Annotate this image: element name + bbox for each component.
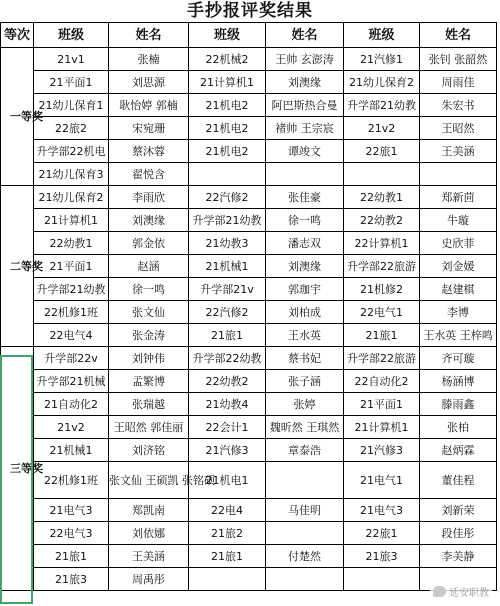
student-name-cell: 赵炳霖 [420,439,497,462]
class-cell: 21机修2 [344,278,420,301]
student-name-cell: 孟繁博 [109,370,189,393]
student-name-cell: 马佳明 [266,499,344,522]
student-name-cell: 张文仙 [109,301,189,324]
second-prize-label-text: 二等奖 [10,259,43,273]
class-cell: 21幼儿保育2 [34,186,109,209]
class-cell: 升学部21v [189,278,266,301]
class-cell: 21v2 [344,117,420,140]
first-prize-row [1,117,497,140]
student-name-cell [266,163,344,186]
student-name-cell: 张瑞越 [109,393,189,416]
class-cell: 21计算机1 [189,71,266,94]
student-name-cell: 褚帅 王宗宸 [266,117,344,140]
student-name-cell: 阿巴斯热合曼 [266,94,344,117]
student-name-cell: 赵建棋 [420,278,497,301]
class-cell: 21机电2 [189,117,266,140]
class-cell: 22机修1班 [34,462,109,499]
page-title: 手抄报评奖结果 [187,1,313,21]
class-cell: 21机械1 [34,439,109,462]
student-name-cell: 刘澳缘 [266,255,344,278]
class-cell: 21计算机1 [34,209,109,232]
class-cell: 升学部21幼教 [34,278,109,301]
class-cell: 21机电2 [189,140,266,163]
class-cell: 21平面1 [34,255,109,278]
student-name-cell: 李博 [420,301,497,324]
student-name-cell: 张佳豪 [266,186,344,209]
student-name-cell [420,163,497,186]
watermark-text: 延安职教 [449,588,489,599]
class-cell: 22自动化2 [344,370,420,393]
class-cell: 21机械1 [189,255,266,278]
student-name-cell: 潘志双 [266,232,344,255]
student-name-cell: 滕雨鑫 [420,393,497,416]
class-cell: 21汽修1 [344,48,420,71]
student-name-cell: 段佳彤 [420,522,497,545]
class-cell: 升学部22旅游 [344,255,420,278]
class-cell: 21幼儿保育2 [344,71,420,94]
student-name-cell: 蔡沐蓉 [109,140,189,163]
student-name-cell: 董佳程 [420,462,497,499]
second-prize-label [1,186,43,347]
class-cell: 21计算机1 [344,416,420,439]
class-cell: 22会计1 [189,416,266,439]
class-cell: 21幼教4 [189,393,266,416]
header-name: 姓名 [266,23,344,48]
first-prize-label-text: 一等奖 [10,110,43,123]
student-name-cell: 李美静 [420,545,497,568]
student-name-cell: 张婷 [266,393,344,416]
student-name-cell: 郭珈宇 [266,278,344,301]
student-name-cell: 史欣菲 [420,232,497,255]
class-cell: 21旅3 [344,545,420,568]
class-cell: 22电气3 [34,522,109,545]
header-class: 班级 [189,23,266,48]
class-cell: 升学部21幼教 [189,209,266,232]
first-prize-label [1,48,43,186]
student-name-cell: 魏昕然 王琪然 [266,416,344,439]
student-name-cell: 张子涵 [266,370,344,393]
class-cell: 22计算机1 [344,232,420,255]
class-cell: 21汽修3 [344,439,420,462]
third-prize-row [1,439,497,462]
header-class: 班级 [344,23,420,48]
class-cell: 21旅1 [344,324,420,347]
second-prize-row [1,278,497,301]
class-cell: 21幼教3 [189,232,266,255]
class-cell: 22电气1 [344,301,420,324]
class-cell: 21机电1 [189,462,266,499]
student-name-cell: 郭金依 [109,232,189,255]
class-cell: 22幼教1 [34,232,109,255]
student-name-cell: 刘依娜 [109,522,189,545]
student-name-cell: 章泰浩 [266,439,344,462]
second-prize-row [1,324,497,347]
student-name-cell: 刘澳缘 [266,71,344,94]
header-class: 班级 [34,23,109,48]
student-name-cell: 王美涵 [109,545,189,568]
second-prize-row [1,232,497,255]
third-prize-label-text: 三等奖 [10,462,43,475]
student-name-cell: 张文仙 王硕凯 张铭硕 [109,462,189,499]
class-cell: 升学部21幼教 [344,94,420,117]
class-cell: 升学部21机械 [34,370,109,393]
class-cell: 21v1 [34,48,109,71]
student-name-cell: 宋宛珊 [109,117,189,140]
student-name-cell: 刘新荣 [420,499,497,522]
student-name-cell: 张柏 [420,416,497,439]
class-cell: 21旅1 [34,545,109,568]
class-cell: 21电气1 [344,462,420,499]
class-cell: 21v2 [34,416,109,439]
class-cell: 22幼教1 [344,186,420,209]
class-cell: 22汽修2 [189,301,266,324]
class-cell: 22机械2 [189,48,266,71]
second-prize-row [1,186,497,209]
class-cell: 22旅1 [344,140,420,163]
student-name-cell: 刘济铭 [109,439,189,462]
class-cell: 21平面1 [34,71,109,94]
class-cell: 21旅3 [34,568,109,591]
awards-table [0,22,497,591]
header-row [1,23,497,48]
class-cell: 升学部22机电 [34,140,109,163]
student-name-cell: 杨涵博 [420,370,497,393]
header-name: 姓名 [109,23,189,48]
chat-bubble-icon [433,586,446,597]
class-cell: 21平面1 [344,393,420,416]
student-name-cell: 赵涵 [109,255,189,278]
class-cell: 22电4 [189,499,266,522]
class-cell: 22旅1 [344,522,420,545]
class-cell [344,163,420,186]
first-prize-row [1,71,497,94]
student-name-cell: 王水英 王梓鸣 [420,324,497,347]
class-cell: 22旅2 [34,117,109,140]
student-name-cell: 王美涵 [420,140,497,163]
class-cell [189,163,266,186]
student-name-cell: 王帅 玄澎涛 [266,48,344,71]
student-name-cell [266,522,344,545]
third-prize-row [1,545,497,568]
student-name-cell: 刘金媛 [420,255,497,278]
student-name-cell [266,462,344,499]
class-cell: 22机修1班 [34,301,109,324]
student-name-cell: 翟悦含 [109,163,189,186]
class-cell: 22幼教2 [189,370,266,393]
student-name-cell: 刘澳缘 [109,209,189,232]
third-prize-row [1,499,497,522]
student-name-cell: 周雨佳 [420,71,497,94]
student-name-cell: 朱宏书 [420,94,497,117]
student-name-cell: 郑新茴 [420,186,497,209]
third-prize-label [1,347,43,591]
class-cell: 升学部22v [34,347,109,370]
first-prize-row [1,163,497,186]
second-prize-row [1,209,497,232]
student-name-cell: 耿怡婷 郭楠 [109,94,189,117]
class-cell: 21幼儿保育3 [34,163,109,186]
third-prize-row [1,347,497,370]
student-name-cell: 齐可璇 [420,347,497,370]
student-name-cell: 张金涛 [109,324,189,347]
third-prize-row [1,568,497,591]
header-level: 等次 [1,23,34,48]
class-cell [344,568,420,591]
class-cell: 21旅1 [189,324,266,347]
student-name-cell: 王昭然 郭佳丽 [109,416,189,439]
third-prize-row [1,416,497,439]
class-cell: 升学部22幼教 [189,347,266,370]
second-prize-row [1,255,497,278]
student-name-cell: 张楠 [109,48,189,71]
student-name-cell: 刘柏成 [266,301,344,324]
watermark [430,583,492,600]
student-name-cell: 李雨欣 [109,186,189,209]
student-name-cell: 牛璇 [420,209,497,232]
class-cell: 21幼儿保育1 [34,94,109,117]
header-name: 姓名 [420,23,497,48]
class-cell: 21旅2 [189,522,266,545]
class-cell: 22幼教2 [344,209,420,232]
third-prize-row [1,393,497,416]
student-name-cell: 刘钟伟 [109,347,189,370]
student-name-cell: 谭竣文 [266,140,344,163]
student-name-cell: 蔡书妃 [266,347,344,370]
student-name-cell: 郑凯南 [109,499,189,522]
first-prize-row [1,140,497,163]
third-prize-row [1,370,497,393]
class-cell: 21电气3 [34,499,109,522]
class-cell: 21机电2 [189,94,266,117]
student-name-cell: 徐一鸣 [109,278,189,301]
student-name-cell: 周禹彤 [109,568,189,591]
class-cell: 22汽修2 [189,186,266,209]
student-name-cell: 王昭然 [420,117,497,140]
third-prize-row [1,462,497,499]
class-cell [189,568,266,591]
student-name-cell: 徐一鸣 [266,209,344,232]
student-name-cell: 刘思源 [109,71,189,94]
student-name-cell: 王水英 [266,324,344,347]
third-prize-row [1,522,497,545]
second-prize-row [1,301,497,324]
student-name-cell: 张钊 张韶然 [420,48,497,71]
class-cell: 21旅1 [189,545,266,568]
class-cell: 21电气3 [344,499,420,522]
class-cell: 升学部22旅游 [344,347,420,370]
first-prize-row [1,48,497,71]
student-name-cell: 付楚然 [266,545,344,568]
first-prize-row [1,94,497,117]
student-name-cell [266,568,344,591]
class-cell: 21汽修3 [189,439,266,462]
class-cell: 21自动化2 [34,393,109,416]
class-cell: 22电气4 [34,324,109,347]
